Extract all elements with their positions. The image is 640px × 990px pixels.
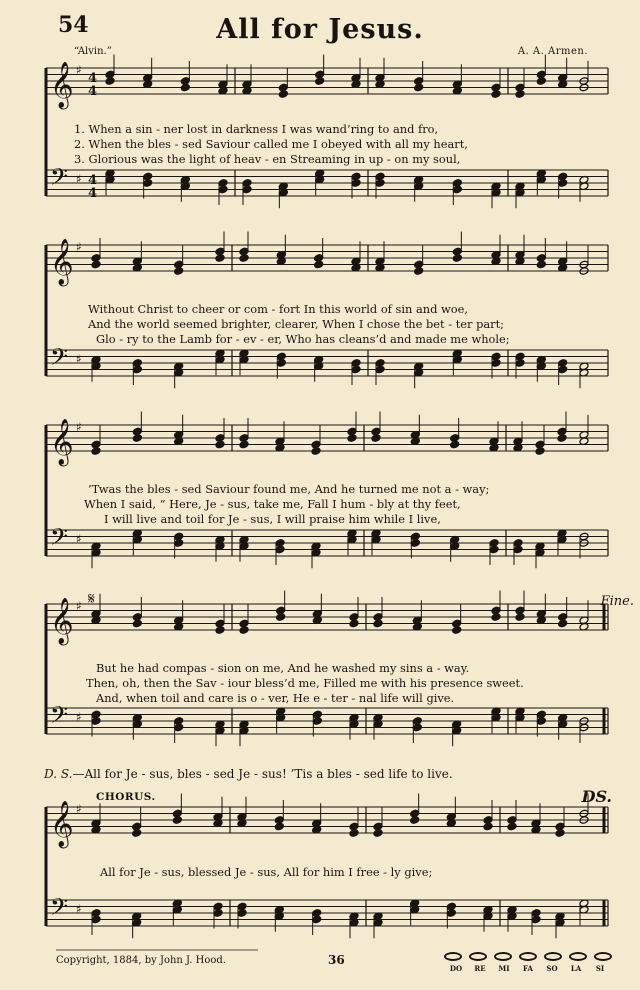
notehead	[446, 909, 456, 918]
treble-clef-icon: 𝄞	[50, 419, 74, 465]
notehead	[278, 90, 288, 99]
notehead	[132, 619, 142, 628]
sharp-icon: ♯	[76, 63, 82, 77]
solfa-note-icon	[544, 952, 562, 961]
notehead	[536, 717, 546, 726]
notehead	[351, 179, 361, 188]
notehead	[143, 179, 153, 188]
lyric-line: 3. Glorious was the light of heav - en Streaming in up - on my soul,	[74, 152, 461, 166]
notehead	[491, 613, 501, 622]
treble-clef-icon: 𝄞	[50, 239, 74, 285]
copyright: Copyright, 1884, by John J. Hood.	[56, 955, 226, 966]
sharp-icon: ♯	[76, 420, 82, 434]
solfa-key	[444, 952, 612, 973]
sharp-icon: ♯	[76, 902, 82, 916]
notehead	[91, 260, 101, 269]
notehead	[491, 359, 501, 368]
notehead	[558, 619, 568, 628]
lyric-line: Then, oh, then the Sav - iour bless’d me, Filled me with his presence sweet.	[86, 676, 524, 690]
notehead	[239, 254, 249, 263]
time-signature: 4	[88, 173, 98, 188]
page-number: 54	[58, 12, 89, 38]
lyric-line: ’Twas the bles - sed Saviour found me, And he turned me not a - way;	[88, 482, 490, 496]
notehead	[132, 365, 142, 374]
notehead	[515, 359, 525, 368]
solfa-note-icon	[469, 952, 487, 961]
lyric-line: 1. When a sin - ner lost in darkness I was wand’ring to and fro,	[74, 122, 439, 136]
notehead	[515, 90, 525, 99]
ds-mark: DS.	[581, 787, 612, 806]
notehead	[371, 434, 381, 443]
bass-clef-icon: 𝄢	[50, 523, 69, 556]
solfa-label: SO	[546, 964, 558, 973]
notehead	[555, 829, 565, 838]
solfa-note-icon	[494, 952, 512, 961]
solfa-label: RE	[474, 964, 486, 973]
notehead	[515, 613, 525, 622]
footer-page-number: 36	[328, 953, 345, 967]
lyric-line: When I said, “ Here, Je - sus, take me, Fall I hum - bly at thy feet,	[84, 497, 461, 511]
notehead	[507, 822, 517, 831]
notehead	[315, 77, 325, 86]
notehead	[531, 915, 541, 924]
notehead	[312, 915, 322, 924]
composer: A. A. Armen.	[517, 46, 588, 57]
notehead	[347, 434, 357, 443]
notehead	[373, 829, 383, 838]
lyric-line: And the world seemed brighter, clearer, When I chose the bet - ter part;	[88, 317, 505, 331]
sharp-icon: ♯	[76, 599, 82, 613]
sharp-icon: ♯	[76, 240, 82, 254]
time-signature: 4	[88, 186, 98, 201]
notehead	[105, 77, 115, 86]
lyric-line: But he had compas - sion on me, And he washed my sins a - way.	[96, 661, 470, 675]
notehead	[132, 434, 142, 443]
notehead	[375, 365, 385, 374]
notehead	[215, 626, 225, 635]
ds-line	[44, 767, 453, 781]
lyric-line: All for Je - sus, blessed Je - sus, All for him I free - ly give;	[100, 865, 433, 879]
notehead	[351, 365, 361, 374]
notehead	[452, 185, 462, 194]
sharp-icon: ♯	[76, 172, 82, 186]
segno-icon: 𝄋	[88, 589, 95, 608]
treble-clef-icon: 𝄞	[50, 598, 74, 644]
notehead	[414, 267, 424, 276]
treble-clef-icon: 𝄞	[50, 62, 74, 108]
notehead	[239, 440, 249, 449]
notehead	[557, 434, 567, 443]
solfa-label: LA	[570, 964, 582, 973]
sharp-icon: ♯	[76, 352, 82, 366]
ds-text: —All for Je - sus, bles - sed Je - sus! ’Tis a bles - sed life to live.	[72, 767, 453, 781]
notehead	[373, 619, 383, 628]
solfa-note-icon	[519, 952, 537, 961]
notehead	[174, 723, 184, 732]
sharp-icon: ♯	[76, 532, 82, 546]
lyric-line: I will live and toil for Je - sus, I will praise him while I live,	[104, 512, 441, 526]
chorus-label: CHORUS.	[96, 791, 156, 803]
bass-clef-icon: 𝄢	[50, 893, 69, 926]
time-signature: 4	[88, 71, 98, 86]
notehead	[558, 179, 568, 188]
notehead	[489, 545, 499, 554]
notehead	[414, 83, 424, 92]
notehead	[312, 717, 322, 726]
notehead	[215, 254, 225, 263]
notehead	[412, 723, 422, 732]
notehead	[180, 83, 190, 92]
lyric-line: Without Christ to cheer or com - fort In this world of sin and woe,	[88, 302, 468, 316]
hymn-title: All for Jesus.	[216, 14, 424, 45]
solfa-note-icon	[444, 952, 462, 961]
notehead	[218, 185, 228, 194]
notehead	[349, 619, 359, 628]
notehead	[349, 829, 359, 838]
notehead	[314, 260, 324, 269]
notehead	[91, 447, 101, 456]
lyric-line: 2. When the bles - sed Saviour called me I obeyed with all my heart,	[74, 137, 468, 151]
lyric-line: And, when toil and care is o - ver, He e - ter - nal life will give.	[96, 691, 455, 705]
notehead	[242, 185, 252, 194]
sharp-icon: ♯	[76, 710, 82, 724]
bass-clef-icon: 𝄢	[50, 163, 69, 196]
bass-clef-icon: 𝄢	[50, 343, 69, 376]
notehead	[513, 545, 523, 554]
notehead	[410, 816, 420, 825]
notehead	[558, 365, 568, 374]
tune-name: “Alvin.”	[74, 46, 112, 57]
notehead	[536, 260, 546, 269]
notehead	[276, 613, 286, 622]
bass-clef-icon: 𝄢	[50, 701, 69, 734]
notehead	[483, 822, 493, 831]
notehead	[536, 77, 546, 86]
notehead	[275, 545, 285, 554]
notehead	[172, 816, 182, 825]
notehead	[274, 822, 284, 831]
treble-clef-icon: 𝄞	[50, 801, 74, 847]
notehead	[452, 254, 462, 263]
notehead	[174, 267, 184, 276]
solfa-label: SI	[595, 964, 605, 973]
notehead	[452, 626, 462, 635]
solfa-label: MI	[498, 964, 510, 973]
notehead	[491, 90, 501, 99]
sharp-icon: ♯	[76, 802, 82, 816]
fine-marking: Fine.	[600, 594, 634, 609]
notehead	[215, 440, 225, 449]
solfa-note-icon	[569, 952, 587, 961]
notehead	[174, 539, 184, 548]
notehead	[91, 717, 101, 726]
notehead	[450, 440, 460, 449]
notehead	[375, 179, 385, 188]
notehead	[311, 447, 321, 456]
notehead	[276, 359, 286, 368]
notehead	[132, 829, 142, 838]
notehead	[239, 626, 249, 635]
solfa-label: DO	[449, 964, 463, 973]
solfa-note-icon	[594, 952, 612, 961]
notehead	[213, 909, 223, 918]
time-signature: 4	[88, 84, 98, 99]
solfa-label: FA	[523, 964, 533, 973]
notehead	[237, 909, 247, 918]
ds-prefix: D. S.	[44, 767, 73, 781]
notehead	[410, 539, 420, 548]
notehead	[535, 447, 545, 456]
notehead	[91, 915, 101, 924]
lyric-line: Glo - ry to the Lamb for - ev - er, Who has cleans’d and made me whole;	[96, 332, 510, 346]
